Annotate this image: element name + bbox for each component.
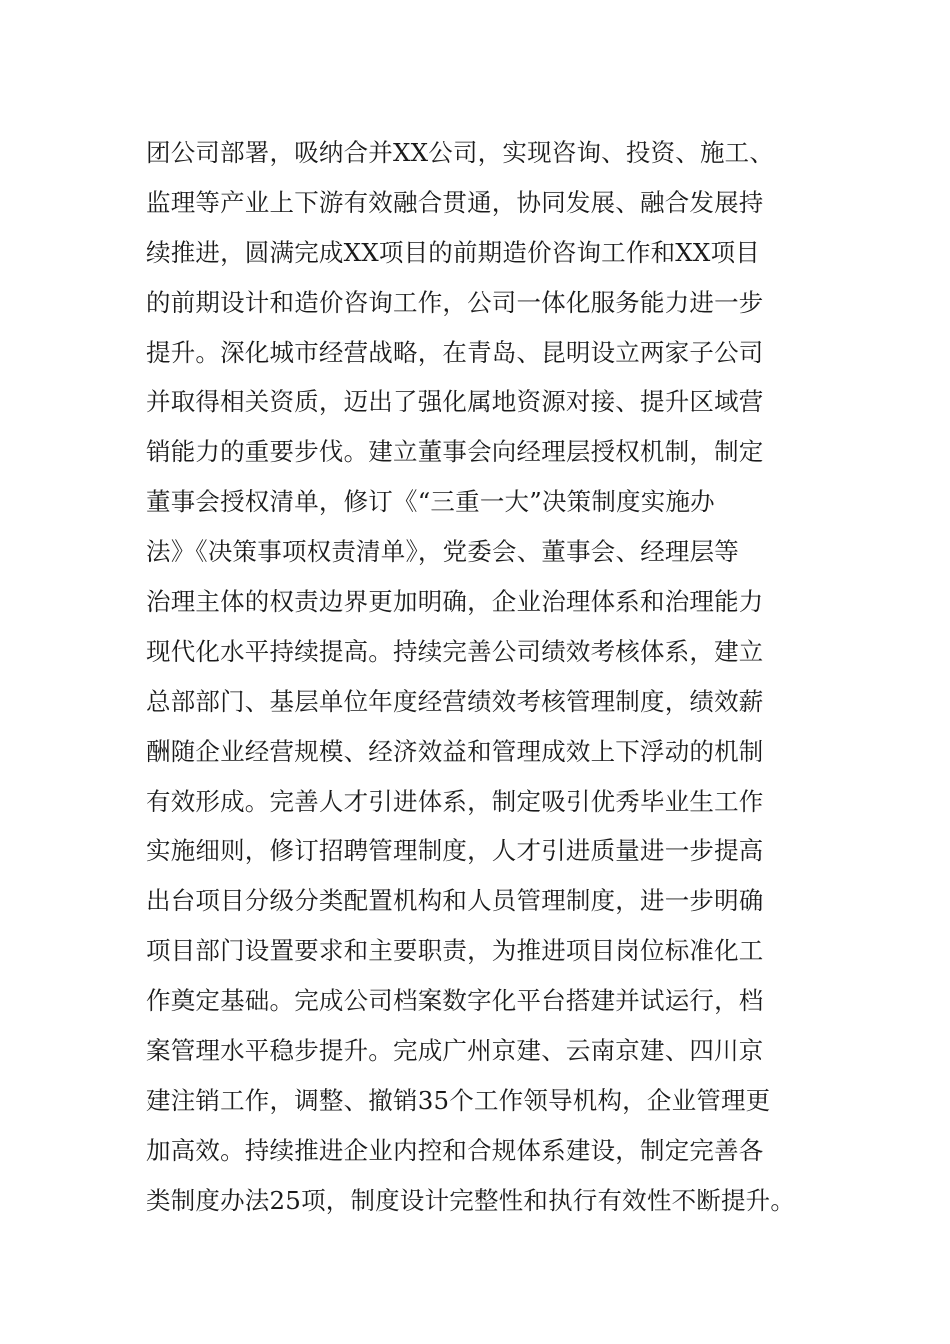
text-line: 董事会授权清单，修订《“三重一大”决策制度实施办 xyxy=(146,487,715,517)
text-line: 提升。深化城市经营战略，在青岛、昆明设立两家子公司 xyxy=(146,337,764,367)
text-line: 治理主体的权责边界更加明确，企业治理体系和治理能力 xyxy=(146,587,764,617)
text-line: 现代化水平持续提高。持续完善公司绩效考核体系，建立 xyxy=(146,636,764,666)
text-line: 建注销工作，调整、撤销35个工作领导机构，企业管理更 xyxy=(146,1085,771,1115)
text-line: 案管理水平稳步提升。完成广州京建、云南京建、四川京 xyxy=(146,1036,764,1066)
text-line: 监理等产业上下游有效融合贯通，协同发展、融合发展持 xyxy=(146,187,764,217)
text-line: 续推进，圆满完成XX项目的前期造价咨询工作和XX项目 xyxy=(146,237,760,267)
text-line: 有效形成。完善人才引进体系，制定吸引优秀毕业生工作 xyxy=(146,786,764,816)
text-line: 团公司部署，吸纳合并XX公司，实现咨询、投资、施工、 xyxy=(146,138,775,167)
text-line: 的前期设计和造价咨询工作，公司一体化服务能力进一步 xyxy=(146,287,764,317)
text-line: 类制度办法25项，制度设计完整性和执行有效性不断提升。 xyxy=(146,1185,796,1215)
text-line: 出台项目分级分类配置机构和人员管理制度，进一步明确 xyxy=(146,886,764,916)
text-line: 作奠定基础。完成公司档案数字化平台搭建并试运行，档 xyxy=(146,986,764,1016)
text-line: 加高效。持续推进企业内控和合规体系建设，制定完善各 xyxy=(146,1135,764,1165)
text-line: 总部部门、基层单位年度经营绩效考核管理制度，绩效薪 xyxy=(146,686,764,716)
text-line: 销能力的重要步伐。建立董事会向经理层授权机制，制定 xyxy=(146,437,764,467)
text-line: 法》《决策事项权责清单》，党委会、董事会、经理层等 xyxy=(146,537,739,567)
body-paragraph xyxy=(146,128,836,1226)
text-line: 项目部门设置要求和主要职责，为推进项目岗位标准化工 xyxy=(146,936,764,966)
text-line: 实施细则，修订招聘管理制度，人才引进质量进一步提高 xyxy=(146,836,764,866)
text-line: 并取得相关资质，迈出了强化属地资源对接、提升区域营 xyxy=(146,387,764,417)
text-line: 酬随企业经营规模、经济效益和管理成效上下浮动的机制 xyxy=(146,736,764,766)
